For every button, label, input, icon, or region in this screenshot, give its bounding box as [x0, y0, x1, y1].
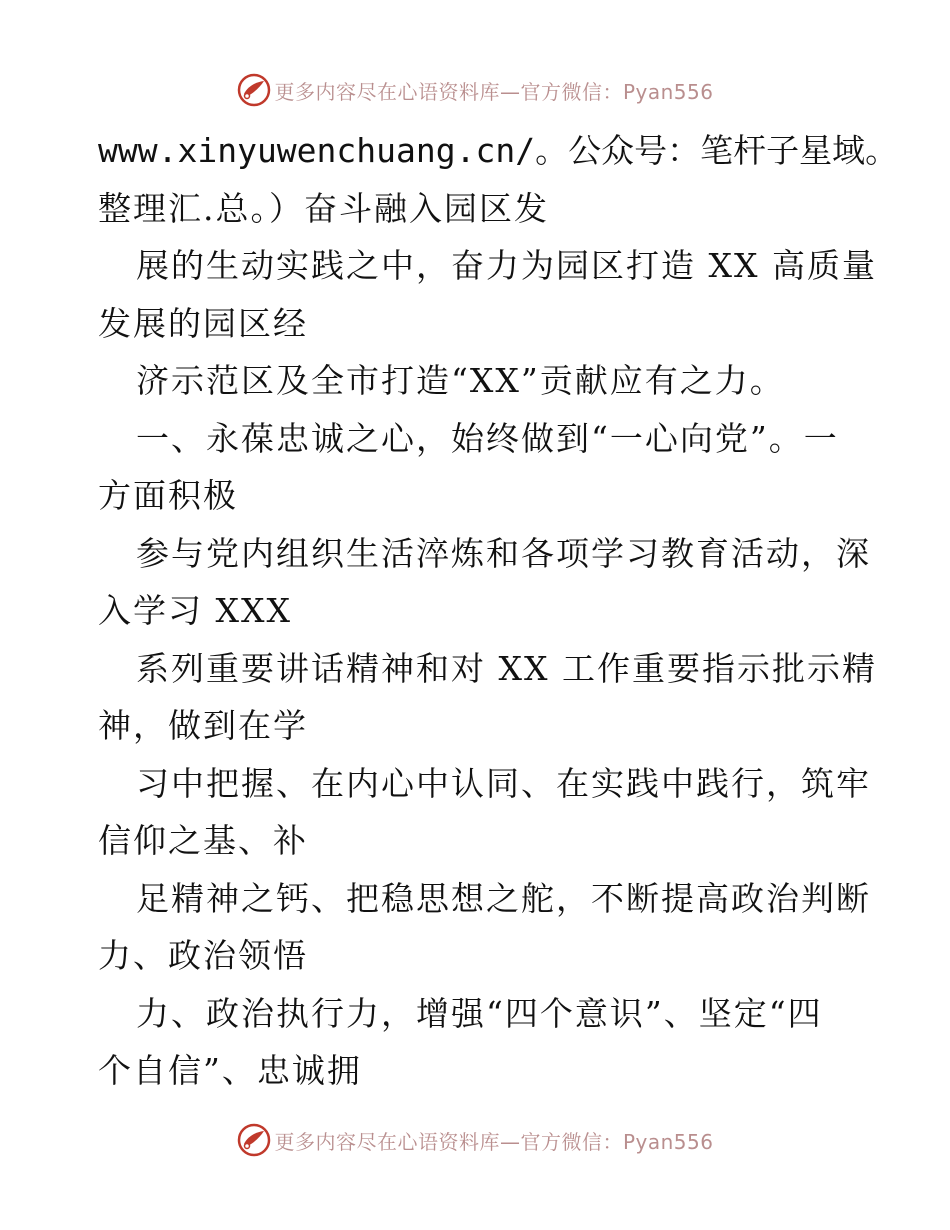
text-line: www.xinyuwenchuang.cn/。公众号：笔杆子星域。 [98, 131, 899, 170]
text-line: 力、政治领悟 [98, 936, 308, 975]
pen-nib-circle-icon [236, 1122, 272, 1158]
text-line: 展的生动实践之中，奋力为园区打造 XX 高质量 [136, 246, 877, 285]
header-banner-text: 更多内容尽在心语资料库—官方微信：Pyan556 [274, 79, 714, 104]
pen-nib-circle-icon [236, 72, 272, 108]
footer-banner-text: 更多内容尽在心语资料库—官方微信：Pyan556 [274, 1129, 714, 1154]
text-line: 发展的园区经 [98, 303, 308, 343]
text-line: 足精神之钙、把稳思想之舵，不断提高政治判断 [136, 878, 871, 918]
text-line: 系列重要讲话精神和对 XX 工作重要指示批示精 [136, 648, 877, 688]
text-line: 信仰之基、补 [98, 821, 308, 860]
document-body [98, 122, 899, 1100]
text-line: 方面积极 [98, 476, 238, 515]
text-line: 习中把握、在内心中认同、在实践中践行，筑牢 [136, 763, 871, 803]
text-line: 入学习 XXX [98, 591, 292, 630]
text-line: 一、永葆忠诚之心，始终做到“一心向党”。一 [136, 418, 839, 458]
text-line: 力、政治执行力，增强“四个意识”、坚定“四 [136, 993, 823, 1033]
text-line: 参与党内组织生活淬炼和各项学习教育活动，深 [136, 533, 871, 573]
header-banner [0, 70, 950, 110]
text-line: 济示范区及全市打造“XX”贡献应有之力。 [136, 361, 785, 400]
footer-banner [0, 1120, 950, 1160]
text-line: 神，做到在学 [98, 706, 308, 745]
text-line: 整理汇.总。）奋斗融入园区发 [98, 188, 549, 228]
text-line: 个自信”、忠诚拥 [98, 1051, 362, 1090]
